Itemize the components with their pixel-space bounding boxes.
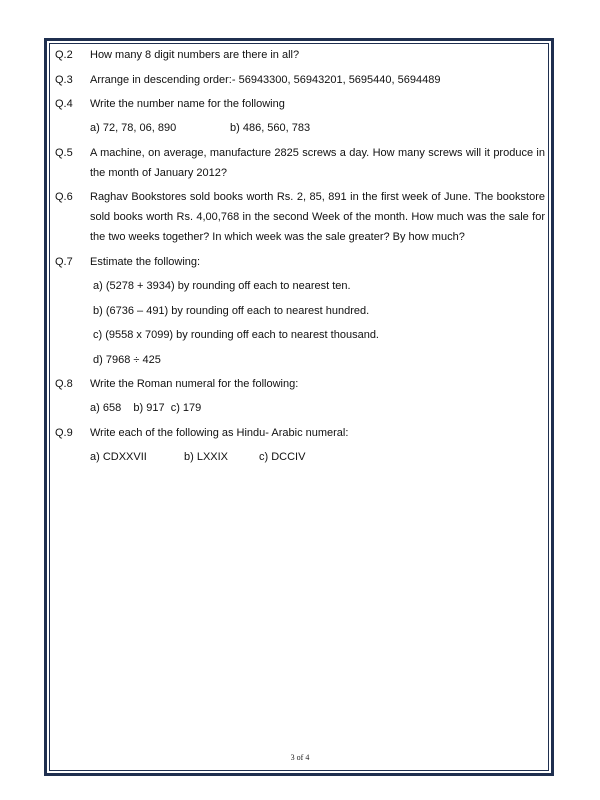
part-c: c) (9558 x 7099) by rounding off each to nearest thousand. [93,329,379,341]
question-9 [55,423,545,467]
question-number: Q.9 [55,426,73,439]
question-5 [55,143,545,183]
question-number: Q.6 [55,191,73,203]
question-text: A machine, on average, manufacture 2825 screws a day. How many screws will it produce in the month of January 2012? [90,146,545,179]
question-text: Raghav Bookstores sold books worth Rs. 2, 85, 891 in the first week of June. The bookstore sold books worth Rs. 4,00,768 in the second Week of the month. How much was the sale for the two weeks together? In which week was the sale greater? By how much? [90,191,545,243]
question-2 [55,45,545,65]
part-b: b) 486, 560, 783 [230,122,311,134]
question-text: Write each of the following as Hindu- Arabic numeral: [90,426,349,439]
question-parts: a) 658 b) 917 c) 179 [90,402,202,414]
question-number: Q.3 [55,73,73,86]
question-number: Q.5 [55,146,73,159]
question-parts [90,447,545,467]
part-b: b) LXXIX [184,450,229,463]
question-text: How many 8 digit numbers are there in all? [90,49,300,61]
question-number: Q.4 [55,98,73,110]
part-b: b) (6736 – 491) by rounding off each to nearest hundred. [93,304,370,317]
page-number: 3 of 4 [290,753,310,762]
question-7 [55,252,545,370]
question-text: Write the Roman numeral for the following: [90,378,299,390]
question-8 [55,374,545,418]
question-4 [55,94,545,138]
part-a: a) (5278 + 3934) by rounding off each to nearest ten. [93,280,351,292]
question-text: Estimate the following: [90,255,201,268]
question-list [55,45,545,467]
question-3 [55,70,545,90]
part-d: d) 7968 ÷ 425 [93,353,161,366]
part-a: a) 72, 78, 06, 890 [90,122,177,134]
question-number: Q.7 [55,255,73,268]
question-number: Q.2 [55,49,73,61]
question-text: Arrange in descending order:- 56943300, 56943201, 5695440, 5694489 [90,73,441,86]
question-6 [55,187,545,247]
question-parts [90,118,545,138]
question-text: Write the number name for the following [90,98,285,110]
part-c: c) DCCIV [259,450,306,463]
question-number: Q.8 [55,378,73,390]
part-a: a) CDXXVII [90,450,147,463]
